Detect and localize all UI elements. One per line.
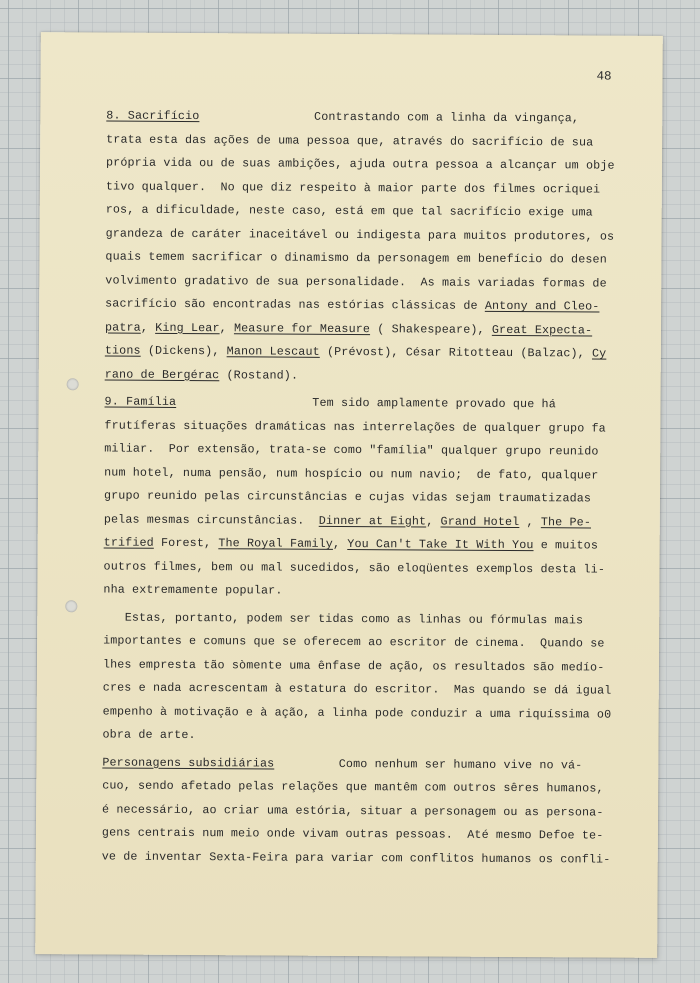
body-text	[102, 105, 627, 872]
punch-hole	[67, 378, 79, 390]
text-segment: é necessário, ao criar uma estória, situar a personagem ou as persona-	[102, 801, 604, 820]
text-segment: ,	[219, 320, 235, 335]
text-segment: (Dickens),	[140, 343, 227, 359]
underlined-title: Measure for Measure	[233, 320, 371, 336]
text-segment: grupo reunido pelas circunstâncias e cujas vidas sejam traumatizadas	[103, 488, 592, 506]
text-segment: outros filmes, bem ou mal sucedidos, são eloqüentes exemplos desta li-	[103, 559, 606, 577]
text-segment: ,	[519, 514, 541, 529]
underlined-title: rano de Bergérac	[104, 367, 220, 382]
text-segment: importantes e comuns que se oferecem ao escritor de cinema. Quando se	[103, 633, 605, 651]
text-segment: obra de arte.	[102, 727, 196, 743]
underlined-title: You Can't Take It With You	[347, 536, 534, 553]
text-segment: pelas mesmas circunstâncias.	[103, 512, 319, 528]
text-line	[102, 798, 622, 825]
text-line	[105, 246, 625, 273]
text-line	[102, 774, 622, 801]
punch-hole	[65, 600, 77, 612]
text-line	[103, 606, 623, 633]
text-line	[104, 438, 624, 465]
section-heading-line	[106, 105, 626, 132]
text-line	[102, 821, 622, 848]
text-segment: ,	[426, 513, 441, 529]
underlined-title: Grand Hotel	[440, 514, 520, 529]
text-segment: Contrastando com a linha da vingança,	[199, 109, 580, 126]
underlined-title: Antony and Cleo-	[484, 298, 600, 314]
text-segment: ve de inventar Sexta-Feira para variar com conflitos humanos os confli-	[101, 848, 611, 867]
text-segment: (Prévost), César Ritotteau (Balzac),	[319, 344, 593, 361]
text-segment: ,	[332, 536, 348, 551]
text-segment: trata esta das ações de uma pessoa que, através do sacrifício de sua	[106, 132, 594, 149]
text-line	[105, 340, 625, 367]
section-heading-line	[104, 391, 624, 418]
typed-page	[35, 32, 663, 958]
text-line	[105, 293, 625, 320]
section-heading: Personagens subsidiárias	[102, 754, 275, 771]
text-segment: sacrifício são encontradas nas estórias clássicas de	[105, 296, 485, 313]
text-line	[104, 485, 624, 512]
text-line	[102, 723, 622, 750]
text-segment: cres e nada acrescentam à estatura do escritor. Mas quando se dá igual	[102, 680, 612, 698]
text-segment: gens centrais num meio onde vivam outras pessoas. Até mesmo Defoe te-	[101, 825, 604, 843]
text-segment: ros, a dificuldade, neste caso, está em que tal sacrifício exige uma	[105, 202, 593, 220]
underlined-title: King Lear	[155, 320, 220, 335]
text-segment: Estas, portanto, podem ser tidas como as linhas ou fórmulas mais	[103, 610, 584, 627]
text-segment: volvimento gradativo de sua personalidade. As mais variadas formas de	[105, 273, 607, 291]
text-line	[103, 555, 623, 582]
text-segment: grandeza de caráter inaceitável ou indigesta para muitos produtores, os	[105, 226, 615, 244]
text-line	[104, 461, 624, 488]
underlined-title: Great Expecta-	[491, 322, 593, 337]
underlined-title: trified	[103, 535, 154, 550]
text-segment: tivo qualquer. No que diz respeito à maior parte dos filmes ocriquei	[105, 179, 601, 197]
page-number: 48	[596, 69, 612, 84]
text-segment: num hotel, numa pensão, num hospício ou num navio; de fato, qualquer	[104, 465, 599, 483]
text-segment: nha extremamente popular.	[103, 582, 283, 598]
text-line	[103, 579, 623, 606]
underlined-title: Cy	[591, 346, 607, 361]
text-line	[105, 269, 625, 296]
text-segment: Forest,	[153, 535, 219, 551]
text-segment: Como nenhum ser humano vive no vá-	[274, 756, 583, 772]
text-segment: e muitos	[533, 538, 599, 553]
text-line	[103, 630, 623, 657]
text-segment: ( Shakespeare),	[370, 321, 492, 337]
text-segment: miliar. Por extensão, trata-se como "família" qualquer grupo reunido	[104, 441, 599, 459]
text-line	[106, 199, 626, 226]
text-segment: própria vida ou de suas ambições, ajuda outra pessoa a alcançar um obje	[105, 155, 615, 173]
text-line	[106, 152, 626, 179]
text-segment: ,	[140, 320, 156, 335]
text-segment: cuo, sendo afetado pelas relações que mantêm com outros sêres humanos,	[102, 778, 604, 796]
text-segment: frutíferas situações dramáticas nas interrelações de qualquer grupo fa	[104, 418, 606, 436]
underlined-title: The Pe-	[540, 514, 592, 529]
text-segment: Tem sido amplamente provado que há	[176, 394, 556, 412]
text-segment: empenho à motivação e à ação, a linha pode conduzir a uma riquíssima o0	[102, 703, 612, 722]
text-line	[106, 175, 626, 202]
text-line	[103, 677, 623, 704]
text-line	[105, 363, 625, 390]
section-heading: 9. Família	[104, 394, 177, 409]
section-heading-line	[102, 751, 622, 778]
text-line	[103, 700, 623, 727]
text-segment: (Rostand).	[219, 367, 299, 383]
underlined-title: tions	[104, 343, 141, 358]
underlined-title: Manon Lescaut	[226, 344, 320, 359]
text-line	[104, 508, 624, 535]
text-line	[106, 128, 626, 155]
section-heading: 8. Sacrifício	[106, 108, 200, 124]
underlined-title: patra	[104, 320, 141, 335]
text-line	[102, 845, 622, 872]
underlined-title: The Royal Family	[218, 536, 334, 551]
text-segment: lhes empresta tão sòmente uma ênfase de ação, os resultados são medío-	[102, 657, 605, 675]
text-line	[106, 222, 626, 249]
text-line	[103, 653, 623, 680]
text-line	[105, 316, 625, 343]
text-line	[104, 532, 624, 559]
underlined-title: Dinner at Eight	[318, 513, 427, 528]
text-segment: quais temem sacrificar o dinamismo da personagem em benefício do desen	[105, 249, 607, 267]
text-line	[104, 414, 624, 441]
